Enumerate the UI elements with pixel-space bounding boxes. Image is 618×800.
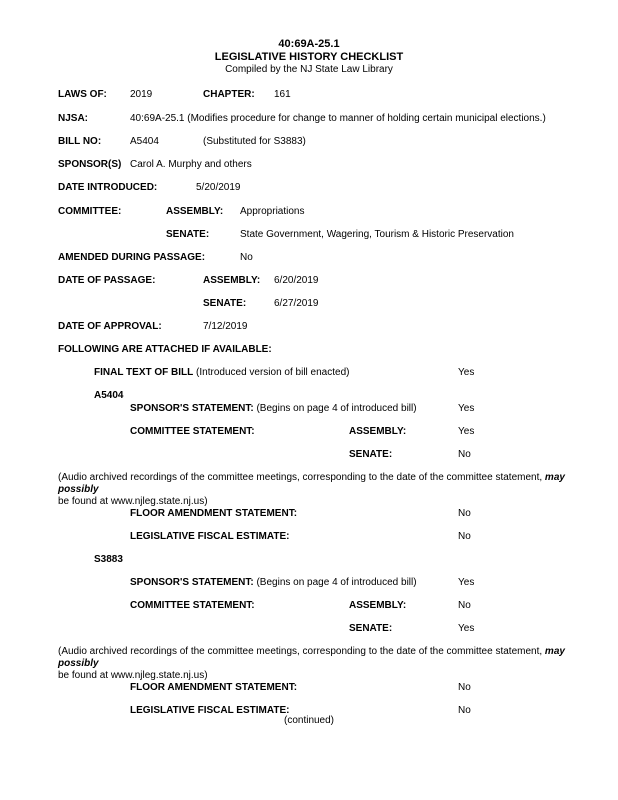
laws-of-label: LAWS OF: (58, 89, 107, 100)
date-of-approval-label: DATE OF APPROVAL: (58, 321, 162, 332)
final-text-row (94, 367, 349, 379)
a-committee-assembly-value: Yes (458, 426, 475, 437)
committee-senate-label: SENATE: (166, 229, 210, 240)
a-audio-link-text: be found at www.njleg.state.nj.us) (58, 496, 208, 507)
s-committee-senate-value: Yes (458, 623, 475, 634)
s-committee-senate-label: SENATE: (349, 623, 393, 634)
s-bill-number: S3883 (94, 554, 123, 565)
passage-assembly-value: 6/20/2019 (274, 275, 319, 286)
amended-value: No (240, 252, 253, 263)
a-committee-senate-value: No (458, 449, 471, 460)
a-committee-assembly-label: ASSEMBLY: (349, 426, 407, 437)
continued-note: (continued) (283, 715, 335, 726)
final-text-label: FINAL TEXT OF BILL (94, 367, 194, 378)
a-sponsor-note: (Begins on page 4 of introduced bill) (256, 403, 417, 414)
a-fiscal-label: LEGISLATIVE FISCAL ESTIMATE: (130, 531, 290, 542)
statute-citation: 40:69A-25.1 (278, 38, 340, 50)
s-audio-emphasis: may possibly (58, 646, 565, 669)
passage-assembly-label: ASSEMBLY: (203, 275, 261, 286)
date-of-passage-label: DATE OF PASSAGE: (58, 275, 156, 286)
document-title: LEGISLATIVE HISTORY CHECKLIST (214, 51, 404, 63)
sponsors-value: Carol A. Murphy and others (130, 159, 252, 170)
s-sponsor-value: Yes (458, 577, 475, 588)
committee-senate-value: State Government, Wagering, Tourism & Historic Preservation (240, 229, 514, 240)
a-committee-label: COMMITTEE STATEMENT: (130, 426, 255, 437)
s-floor-label: FLOOR AMENDMENT STATEMENT: (130, 682, 298, 693)
s-audio-note (58, 646, 603, 682)
a-floor-label: FLOOR AMENDMENT STATEMENT: (130, 508, 298, 519)
a-bill-number: A5404 (94, 390, 124, 401)
laws-of-value: 2019 (130, 89, 153, 100)
a-floor-value: No (458, 508, 471, 519)
date-introduced-value: 5/20/2019 (196, 182, 241, 193)
final-text-note: (Introduced version of bill enacted) (196, 367, 350, 378)
final-text-value: Yes (458, 367, 475, 378)
date-introduced-label: DATE INTRODUCED: (58, 182, 158, 193)
s-audio-text: (Audio archived recordings of the committee meetings, corresponding to the date of the committee statement, (58, 646, 543, 657)
s-fiscal-value: No (458, 705, 471, 716)
a-audio-note (58, 472, 603, 508)
a-sponsor-label: SPONSOR'S STATEMENT: (130, 403, 254, 414)
s-sponsor-note: (Begins on page 4 of introduced bill) (256, 577, 417, 588)
njsa-label: NJSA: (58, 113, 89, 124)
passage-senate-value: 6/27/2019 (274, 298, 319, 309)
date-of-approval-value: 7/12/2019 (203, 321, 248, 332)
s-sponsor-row (130, 577, 417, 589)
a-audio-emphasis: may possibly (58, 472, 565, 495)
committee-assembly-value: Appropriations (240, 206, 305, 217)
s-sponsor-label: SPONSOR'S STATEMENT: (130, 577, 254, 588)
committee-assembly-label: ASSEMBLY: (166, 206, 224, 217)
bill-no-value: A5404 (130, 136, 159, 147)
a-fiscal-value: No (458, 531, 471, 542)
a-sponsor-row (130, 403, 417, 415)
s-floor-value: No (458, 682, 471, 693)
chapter-value: 161 (274, 89, 291, 100)
s-fiscal-label: LEGISLATIVE FISCAL ESTIMATE: (130, 705, 290, 716)
a-audio-text: (Audio archived recordings of the committee meetings, corresponding to the date of the committee statement, (58, 472, 543, 483)
chapter-label: CHAPTER: (203, 89, 255, 100)
sponsors-label: SPONSOR(S) (58, 159, 122, 170)
a-committee-senate-label: SENATE: (349, 449, 393, 460)
compiled-by: Compiled by the NJ State Law Library (225, 64, 393, 75)
committee-label: COMMITTEE: (58, 206, 122, 217)
s-audio-link-text: be found at www.njleg.state.nj.us) (58, 670, 208, 681)
bill-no-note: (Substituted for S3883) (203, 136, 306, 147)
passage-senate-label: SENATE: (203, 298, 247, 309)
a-sponsor-value: Yes (458, 403, 475, 414)
amended-label: AMENDED DURING PASSAGE: (58, 252, 206, 263)
s-committee-assembly-value: No (458, 600, 471, 611)
bill-no-label: BILL NO: (58, 136, 102, 147)
s-committee-assembly-label: ASSEMBLY: (349, 600, 407, 611)
attached-heading: FOLLOWING ARE ATTACHED IF AVAILABLE: (58, 344, 272, 355)
njsa-value: 40:69A-25.1 (Modifies procedure for change to manner of holding certain municipal elections.) (130, 113, 546, 124)
s-committee-label: COMMITTEE STATEMENT: (130, 600, 255, 611)
